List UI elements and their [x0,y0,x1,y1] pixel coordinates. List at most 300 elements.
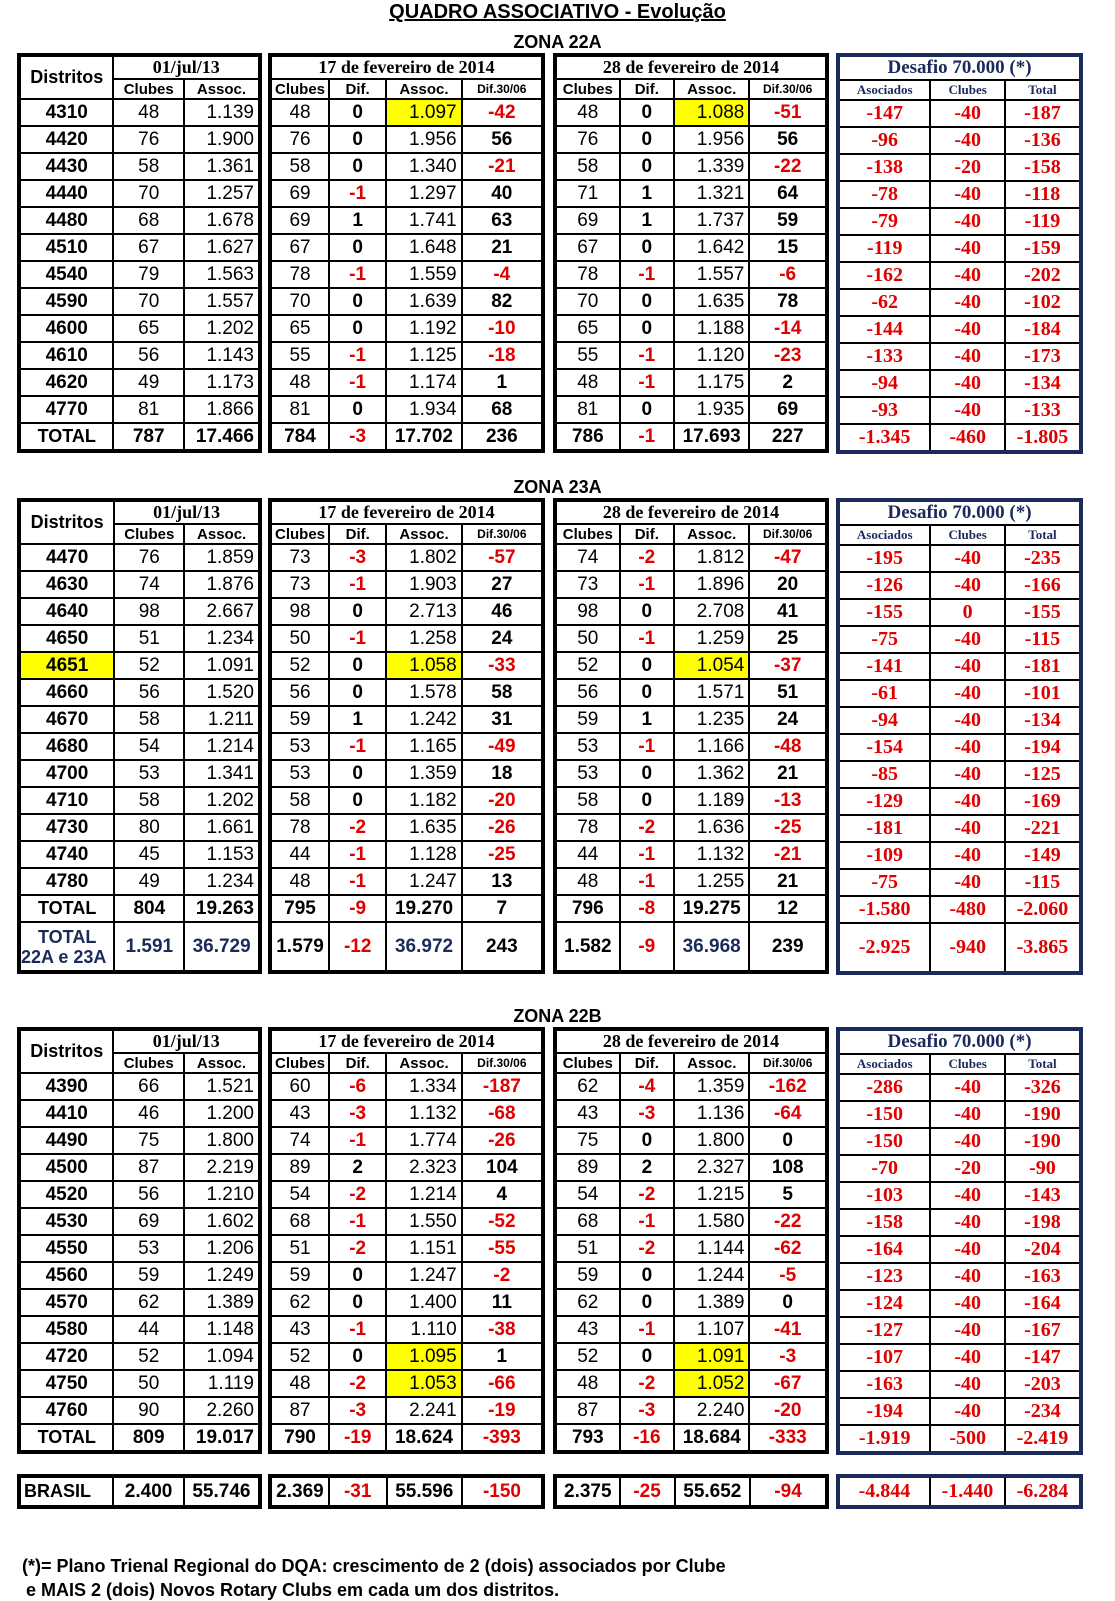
table-row [555,1235,827,1262]
brasil-desafio-clubes-cell: -1.440 [930,1476,1005,1507]
dif-cell: -1 [329,180,386,207]
desafio-clubes-cell: -40 [930,626,1004,653]
base-clubes-cell: 66 [113,1073,183,1100]
brasil-dist-table [17,1474,262,1509]
base-clubes-cell: 65 [113,315,183,342]
base-assoc-cell: 1.563 [184,261,260,288]
brasil-clubes-cell: 2.375 [555,1476,620,1507]
dif-cell: -1 [329,733,386,760]
table-row [838,208,1081,235]
dif3006-cell: 24 [462,625,543,652]
desafio-associados-cell: -94 [838,707,930,734]
table-row [19,868,260,895]
desafio-associados-cell: -124 [838,1290,930,1317]
zona-22a-p1-table [268,53,545,453]
base-assoc-cell: 1.661 [184,814,260,841]
total-clubes-cell: 1.579 [270,922,329,972]
header-row [270,500,543,524]
district-cell: 4430 [19,153,113,180]
dif-cell: -1 [620,868,674,895]
assoc-cell: 1.362 [674,760,749,787]
table-row [19,544,260,571]
table-row [838,127,1081,154]
district-cell: 4620 [19,369,113,396]
header-row [555,1029,827,1053]
dif-cell: 0 [620,652,674,679]
assoc-cell: 1.255 [674,868,749,895]
assoc-cell: 1.258 [386,625,461,652]
desafio-clubes-cell: -40 [930,1209,1004,1236]
total-desafio-clubes-cell: -460 [930,424,1004,452]
dif3006-cell: 78 [749,288,827,315]
total-clubes-cell: 784 [270,423,329,451]
subheader-row [555,79,827,99]
total-clubes-cell: 1.591 [114,922,184,972]
base-clubes-cell: 54 [114,733,184,760]
desafio-associados-cell: -163 [838,1371,930,1398]
dif3006-cell: 108 [749,1154,827,1181]
base-assoc-cell: 1.091 [184,652,260,679]
table-row [270,1181,543,1208]
assoc-header: Assoc. [674,79,749,99]
table-row [270,814,543,841]
base-assoc-cell: 1.119 [184,1370,260,1397]
table-row [838,599,1081,626]
base-clubes-cell: 53 [114,760,184,787]
table-row [270,315,543,342]
assoc-header: Assoc. [184,79,260,99]
clubes-cell: 43 [270,1316,329,1343]
district-cell: 4520 [19,1181,113,1208]
base-clubes-cell: 56 [114,679,184,706]
assoc-cell: 1.935 [674,396,749,423]
table-row [838,343,1081,370]
assoc-cell: 1.165 [386,733,461,760]
table-row [19,733,260,760]
assoc-cell: 1.088 [674,99,749,126]
assoc-cell: 1.321 [674,180,749,207]
dif3006-cell: -187 [462,1073,543,1100]
total-dif3006-cell: 7 [462,895,543,922]
total-row [19,1424,260,1452]
dif3006-cell: -41 [749,1316,827,1343]
base-assoc-cell: 1.211 [184,706,260,733]
desafio-clubes-cell: -40 [930,1398,1004,1425]
desafio-associados-cell: -94 [838,370,930,397]
base-clubes-cell: 76 [113,126,183,153]
table-row [555,544,827,571]
district-cell: 4550 [19,1235,113,1262]
assoc-cell: 1.400 [386,1289,461,1316]
table-row [19,1181,260,1208]
brasil-dif-cell: -31 [329,1476,387,1507]
assoc-cell: 1.737 [674,207,749,234]
clubes-cell: 73 [270,544,329,571]
base-assoc-cell: 1.800 [184,1127,260,1154]
base-clubes-cell: 46 [113,1100,183,1127]
brasil-dif3006-cell: -94 [750,1476,827,1507]
desafio-clubes-cell: -40 [930,545,1004,572]
assoc-cell: 1.557 [674,261,749,288]
header-row [555,500,827,524]
desafio-clubes-cell: -40 [930,370,1004,397]
dif-cell: -2 [620,1370,675,1397]
dif-cell: 0 [620,598,674,625]
total-22a-23a-label-line1: TOTAL [38,926,97,947]
clubes-cell: 71 [555,180,620,207]
base-assoc-cell: 1.876 [184,571,260,598]
clubes-cell: 74 [555,544,620,571]
period-1-header: 17 de fevereiro de 2014 [270,1029,543,1053]
period-base-header: 01/jul/13 [113,1029,260,1053]
table-row [838,370,1081,397]
table-row [838,545,1081,572]
distritos-header: Distritos [19,500,114,544]
clubes-cell: 43 [555,1316,620,1343]
assoc-cell: 1.235 [674,706,749,733]
dif3006-header: Dif.30/06 [462,524,543,544]
desafio-total-cell: -164 [1005,1290,1081,1317]
clubes-cell: 52 [270,652,329,679]
zona-22a-p2-table [553,53,829,453]
dif3006-cell: -2 [462,1262,543,1289]
dif3006-cell: 51 [749,679,827,706]
dif3006-cell: 104 [462,1154,543,1181]
desafio-clubes-cell: -40 [930,1101,1004,1128]
desafio-clubes-cell: -40 [930,653,1004,680]
table-row [270,544,543,571]
table-row [19,153,260,180]
clubes-cell: 70 [555,288,620,315]
district-cell: 4780 [19,868,114,895]
desafio-total-cell: -187 [1005,100,1081,127]
brasil-assoc-cell: 55.596 [387,1476,462,1507]
base-clubes-cell: 68 [113,207,183,234]
clubes-header: Clubes [113,1053,183,1073]
dif-header: Dif. [329,1053,386,1073]
dif3006-cell: -20 [462,787,543,814]
dif3006-cell: -48 [749,733,827,760]
desafio-clubes-cell: -40 [930,181,1004,208]
dif3006-cell: -25 [749,814,827,841]
table-row [19,760,260,787]
assoc-cell: 1.189 [674,787,749,814]
associados-header: Asociados [838,1054,930,1074]
assoc-cell: 1.132 [386,1100,461,1127]
dif3006-cell: -14 [749,315,827,342]
base-assoc-cell: 1.859 [184,544,260,571]
dif3006-cell: 64 [749,180,827,207]
dif-cell: -1 [620,261,674,288]
total-row-label: TOTAL [19,423,113,451]
total-d-header: Total [1005,80,1081,100]
table-row [555,1370,827,1397]
dif-cell: -1 [329,1208,386,1235]
table-row [19,706,260,733]
clubes-cell: 48 [555,868,620,895]
table-row [555,342,827,369]
header-row [555,55,827,79]
total-clubes-cell: 804 [114,895,184,922]
base-clubes-cell: 51 [114,625,184,652]
desafio-associados-cell: -126 [838,572,930,599]
desafio-associados-cell: -109 [838,842,930,869]
brasil-label: BRASIL [19,1476,113,1507]
table-row [270,1073,543,1100]
base-clubes-cell: 44 [113,1316,183,1343]
desafio-total-cell: -234 [1005,1398,1081,1425]
dif-header: Dif. [620,79,674,99]
district-cell: 4600 [19,315,113,342]
desafio-associados-cell: -158 [838,1209,930,1236]
clubes-cell: 52 [270,1343,329,1370]
assoc-cell: 1.091 [674,1343,749,1370]
table-row [555,1100,827,1127]
dif-cell: 0 [620,1127,675,1154]
table-row [19,841,260,868]
subheader-row [838,525,1081,545]
dif3006-header: Dif.30/06 [462,79,543,99]
dif3006-cell: -64 [749,1100,827,1127]
desafio-clubes-cell: -40 [930,815,1004,842]
dif3006-cell: -4 [462,261,543,288]
desafio-clubes-cell: -40 [930,208,1004,235]
assoc-cell: 1.128 [386,841,461,868]
table-row [838,154,1081,181]
table-row [270,396,543,423]
total-assoc-cell: 36.968 [674,922,749,972]
dif3006-cell: 1 [462,1343,543,1370]
district-cell: 4670 [19,706,114,733]
table-row [838,262,1081,289]
brasil-clubes-cell: 2.369 [270,1476,329,1507]
dif3006-cell: -51 [749,99,827,126]
base-clubes-cell: 76 [114,544,184,571]
desafio-total-cell: -115 [1005,869,1081,896]
clubes-cell: 62 [270,1289,329,1316]
dif-cell: 0 [329,126,386,153]
clubes-cell: 44 [555,841,620,868]
total-assoc-cell: 19.017 [184,1424,260,1452]
dif-cell: -1 [329,342,386,369]
table-row [270,261,543,288]
clubes-cell: 78 [555,814,620,841]
desafio-associados-cell: -147 [838,100,930,127]
desafio-clubes-cell: -40 [930,572,1004,599]
desafio-total-cell: -221 [1005,815,1081,842]
table-row [555,841,827,868]
assoc-cell: 1.097 [386,99,461,126]
table-row [270,1289,543,1316]
assoc-cell: 1.052 [674,1370,749,1397]
district-cell: 4760 [19,1397,113,1424]
desafio-total-cell: -194 [1005,734,1081,761]
desafio-total-cell: -198 [1005,1209,1081,1236]
desafio-clubes-cell: -40 [930,262,1004,289]
dif3006-cell: 13 [462,868,543,895]
desafio-associados-cell: -119 [838,235,930,262]
table-row [270,153,543,180]
dif3006-cell: -67 [749,1370,827,1397]
clubes-cell: 68 [555,1208,620,1235]
brasil-row [555,1476,827,1507]
associados-header: Asociados [838,80,930,100]
clubes-cell: 65 [270,315,329,342]
base-clubes-cell: 70 [113,180,183,207]
dif3006-cell: 11 [462,1289,543,1316]
brasil-row [19,1476,260,1507]
assoc-cell: 1.132 [674,841,749,868]
brasil-dif-cell: -25 [620,1476,675,1507]
desafio-clubes-cell: 0 [930,599,1004,626]
desafio-clubes-cell: -40 [930,842,1004,869]
table-row [270,1208,543,1235]
table-row [19,1262,260,1289]
zona-22a-dist-table [17,53,262,453]
table-row [270,126,543,153]
dif3006-header: Dif.30/06 [749,1053,827,1073]
dif3006-cell: 31 [462,706,543,733]
base-clubes-cell: 87 [113,1154,183,1181]
desafio-associados-cell: -195 [838,545,930,572]
base-assoc-cell: 1.389 [184,1289,260,1316]
table-row [838,680,1081,707]
zona-23a-p2-table [553,498,829,974]
base-clubes-cell: 49 [113,369,183,396]
desafio-total-cell: -90 [1005,1155,1081,1182]
clubes-cell: 78 [270,814,329,841]
dif3006-cell: 21 [462,234,543,261]
total-row [19,423,260,451]
district-cell: 4500 [19,1154,113,1181]
dif-cell: 0 [620,153,674,180]
desafio-clubes-cell: -40 [930,127,1004,154]
table-row [555,706,827,733]
total-row [555,1424,827,1452]
dif3006-cell: 69 [749,396,827,423]
total-clubes-cell: 786 [555,423,620,451]
table-row [19,679,260,706]
desafio-total-cell: -147 [1005,1344,1081,1371]
desafio-total-cell: -203 [1005,1371,1081,1398]
clubes-header: Clubes [270,79,329,99]
table-row [838,572,1081,599]
table-row [555,598,827,625]
total-dif3006-cell: -393 [462,1424,543,1452]
total-row [555,423,827,451]
table-row [838,869,1081,896]
table-row [19,652,260,679]
base-assoc-cell: 1.202 [184,787,260,814]
base-assoc-cell: 1.557 [184,288,260,315]
zona-22a-des-table [836,53,1083,454]
table-row [838,1371,1081,1398]
district-cell: 4630 [19,571,114,598]
subheader-row [555,524,827,544]
clubes-cell: 74 [270,1127,329,1154]
base-assoc-cell: 2.260 [184,1397,260,1424]
desafio-associados-cell: -141 [838,653,930,680]
brasil-desafio-associados-cell: -4.844 [838,1476,930,1507]
dif-cell: -1 [329,571,386,598]
desafio-associados-cell: -155 [838,599,930,626]
clubes-cell: 48 [555,369,620,396]
dif3006-cell: 25 [749,625,827,652]
base-clubes-cell: 49 [114,868,184,895]
base-assoc-cell: 1.627 [184,234,260,261]
dif-cell: 0 [329,1262,386,1289]
total-clubes-cell: 796 [555,895,620,922]
zone-title: ZONA 23A [513,477,602,497]
dif-cell: 0 [329,153,386,180]
dif-cell: -1 [620,369,674,396]
table-row [270,706,543,733]
table-row [555,126,827,153]
desafio-clubes-cell: -40 [930,316,1004,343]
clubes-cell: 65 [555,315,620,342]
dif3006-cell: 18 [462,760,543,787]
desafio-total-cell: -190 [1005,1128,1081,1155]
clubes-cell: 48 [270,99,329,126]
base-assoc-cell: 1.521 [184,1073,260,1100]
assoc-cell: 1.166 [674,733,749,760]
dif-cell: -2 [329,1235,386,1262]
dif-cell: 0 [329,679,386,706]
dif3006-cell: -162 [749,1073,827,1100]
dif-cell: 0 [620,99,674,126]
subheader-row [555,1053,827,1073]
desafio-total-cell: -173 [1005,343,1081,370]
clubes-cell: 75 [555,1127,620,1154]
clubes-cell: 58 [270,153,329,180]
table-row [270,733,543,760]
desafio-total-cell: -169 [1005,788,1081,815]
clubes-cell: 81 [555,396,620,423]
dif3006-cell: 63 [462,207,543,234]
base-assoc-cell: 2.219 [184,1154,260,1181]
assoc-cell: 1.136 [674,1100,749,1127]
assoc-cell: 1.151 [386,1235,461,1262]
base-assoc-cell: 1.173 [184,369,260,396]
total-row [19,895,260,922]
dif3006-cell: 4 [462,1181,543,1208]
desafio-associados-cell: -107 [838,1344,930,1371]
header-row [838,500,1081,525]
assoc-cell: 1.956 [386,126,461,153]
base-assoc-cell: 1.094 [184,1343,260,1370]
table-row [838,1155,1081,1182]
desafio-associados-cell: -127 [838,1317,930,1344]
base-assoc-cell: 1.234 [184,625,260,652]
table-row [555,760,827,787]
district-cell: 4580 [19,1316,113,1343]
distritos-header: Distritos [19,55,113,99]
dif-cell: 0 [620,1262,675,1289]
desafio-associados-cell: -96 [838,127,930,154]
base-assoc-cell: 1.153 [184,841,260,868]
table-row [555,1316,827,1343]
dif3006-cell: 56 [462,126,543,153]
table-row [555,1073,827,1100]
dif3006-cell: 21 [749,760,827,787]
dif-cell: -2 [620,1235,675,1262]
clubes-cell: 48 [270,369,329,396]
desafio-clubes-cell: -40 [930,1263,1004,1290]
zone-title: ZONA 22A [513,32,602,52]
table-row [270,1262,543,1289]
assoc-cell: 1.802 [386,544,461,571]
assoc-cell: 1.578 [386,679,461,706]
